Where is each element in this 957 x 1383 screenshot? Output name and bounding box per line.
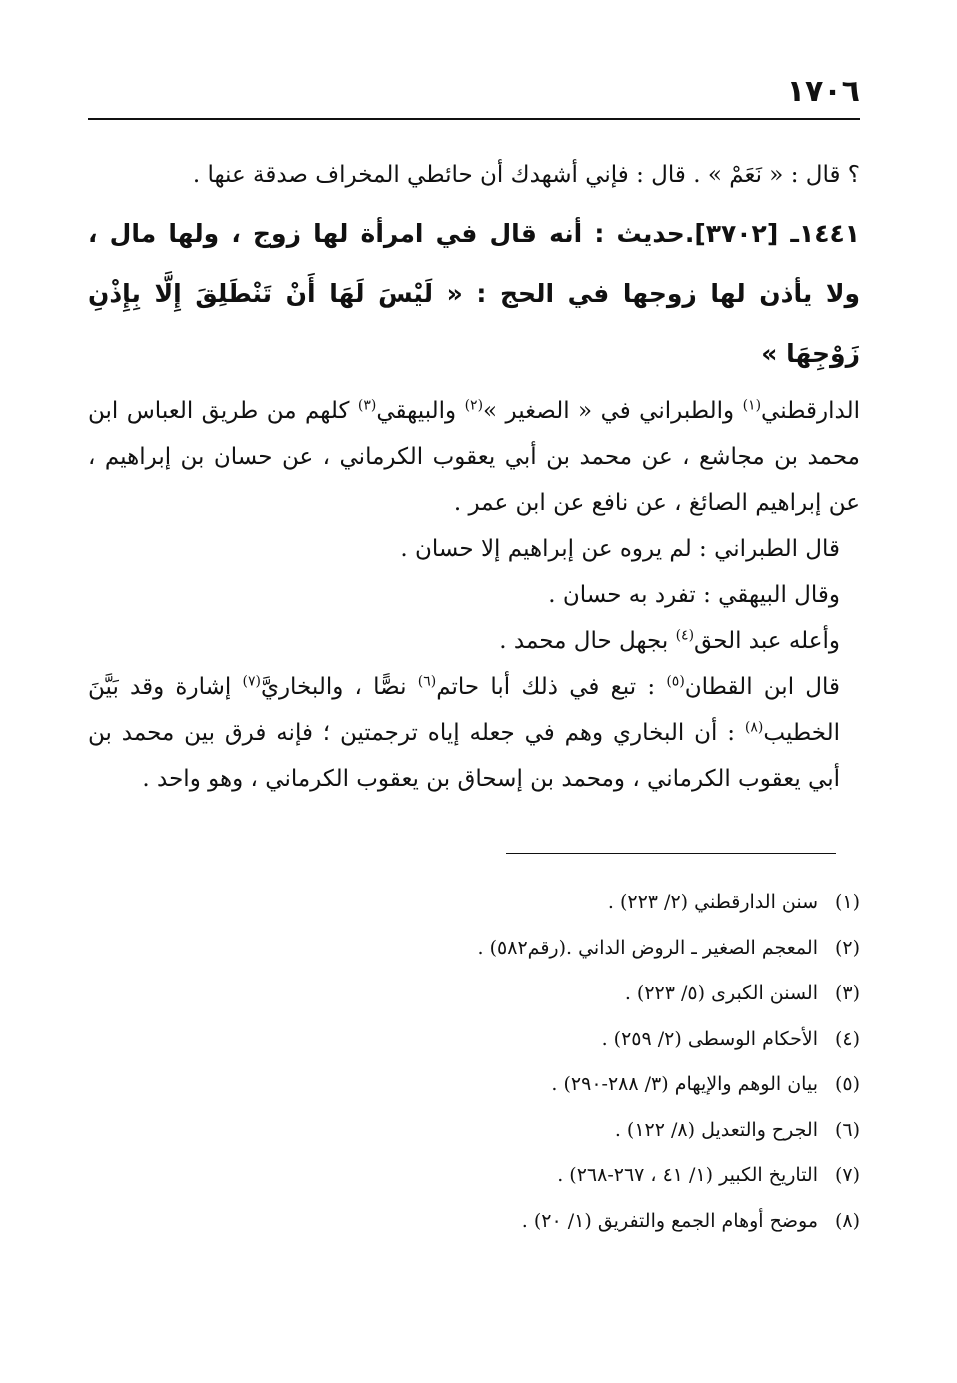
footnote-text: المعجم الصغير ـ الروض الداني .(رقم٥٨٢) . (477, 936, 818, 959)
footnote-text: سنن الدارقطني (٢/ ٢٢٣) . (607, 891, 818, 913)
footnotes-list (88, 880, 860, 1244)
footnote-ref-1[interactable]: (١) (742, 397, 762, 414)
footnote-number: (٣) (834, 982, 860, 1004)
footnote-ref-4[interactable]: (٤) (675, 627, 695, 644)
footnote-number: (٨) (834, 1209, 860, 1232)
footnote-ref-6[interactable]: (٦) (417, 673, 437, 690)
paragraph-abdulhaq (88, 618, 860, 664)
footnote-item (88, 926, 860, 972)
text-segment: وأعله عبد الحق (694, 628, 840, 654)
text-segment: الدارقطني (761, 398, 860, 424)
page-number: ١٧٠٦ (786, 74, 860, 109)
paragraph-ibn-alqattan (88, 664, 860, 802)
text-segment: نصًّا ، والبخاريَّ (260, 674, 418, 700)
footnote-number: (٧) (834, 1164, 860, 1186)
footnote-text: بيان الوهم والإيهام (٣/ ٢٨٨-٢٩٠) . (551, 1073, 818, 1095)
text-segment: : تبع في ذلك أبا حاتم (436, 674, 667, 700)
footnote-text: السنن الكبرى (٥/ ٢٢٣) . (624, 982, 818, 1004)
paragraph-continuation: ؟ قال : « نَعَمْ » . قال : فإني أشهدك أن حائطي المخراف صدقة عنها . (192, 162, 860, 188)
footnote-number: (٦) (834, 1118, 860, 1141)
paragraph-bayhaqi: وقال البيهقي : تفرد به حسان . (548, 582, 840, 608)
footnote-item (88, 1108, 860, 1154)
text-segment: إشارة وقد بَيَّنَ الخطيب (88, 674, 840, 746)
footnote-item (88, 1062, 860, 1108)
text-segment: قال ابن القطان (684, 674, 841, 700)
text-segment: والبيهقي (376, 398, 465, 424)
footnote-ref-5[interactable]: (٥) (666, 673, 685, 690)
footnote-item (88, 1199, 860, 1245)
footnote-item (88, 880, 860, 926)
text-segment: بجهل حال محمد . (499, 628, 676, 654)
footnote-item (88, 1153, 860, 1199)
paragraph-takhrij (88, 388, 860, 526)
header-rule (88, 118, 860, 120)
footnote-text: موضح أوهام الجمع والتفريق (١/ ٢٠) . (521, 1209, 818, 1232)
hadith-heading: ١٤٤١ـ [٣٧٠٢].حديث : أنه قال في امرأة لها زوج ، ولها مال ، ولا يأذن لها زوجها في الحج : « لَيْسَ لَهَا أَنْ تَنْطَلِقَ إِلَّا بِإِذْنِ زَوْجِهَا » (88, 219, 860, 368)
footnote-number: (١) (834, 891, 860, 913)
text-segment: كلهم من طريق العباس ابن محمد بن مجاشع ، عن محمد بن أبي يعقوب الكرماني ، عن حسان بن إبراهيم ، عن إبراهيم الصائغ ، عن نافع عن ابن عمر . (88, 398, 860, 516)
footnote-ref-8[interactable]: (٨) (744, 719, 764, 736)
footnote-text: الجرح والتعديل (٨/ ١٢٢) . (614, 1118, 818, 1141)
footnote-separator (506, 853, 836, 854)
footnote-text: التاريخ الكبير (١/ ٤١ ، ٢٦٧-٢٦٨) . (557, 1164, 818, 1186)
footnote-number: (٢) (834, 936, 860, 959)
footnote-item (88, 1017, 860, 1063)
text-segment: : أن البخاري وهم في جعله إياه ترجمتين ؛ فإنه فرق بين محمد بن أبي يعقوب الكرماني ، ومحمد بن إسحاق بن يعقوب الكرماني ، وهو واحد . (88, 720, 840, 792)
footnote-number: (٥) (834, 1073, 860, 1095)
footnote-item (88, 971, 860, 1017)
main-text (88, 152, 860, 802)
paragraph-tabarani: قال الطبراني : لم يروه عن إبراهيم إلا حسان . (400, 536, 840, 562)
footnote-ref-3[interactable]: (٣) (357, 397, 377, 414)
text-segment: والطبراني في « الصغير » (483, 398, 743, 424)
footnote-number: (٤) (834, 1027, 860, 1050)
footnote-text: الأحكام الوسطى (٢/ ٢٥٩) . (601, 1027, 818, 1050)
footnote-ref-2[interactable]: (٢) (464, 397, 484, 414)
footnote-ref-7[interactable]: (٧) (242, 673, 261, 690)
